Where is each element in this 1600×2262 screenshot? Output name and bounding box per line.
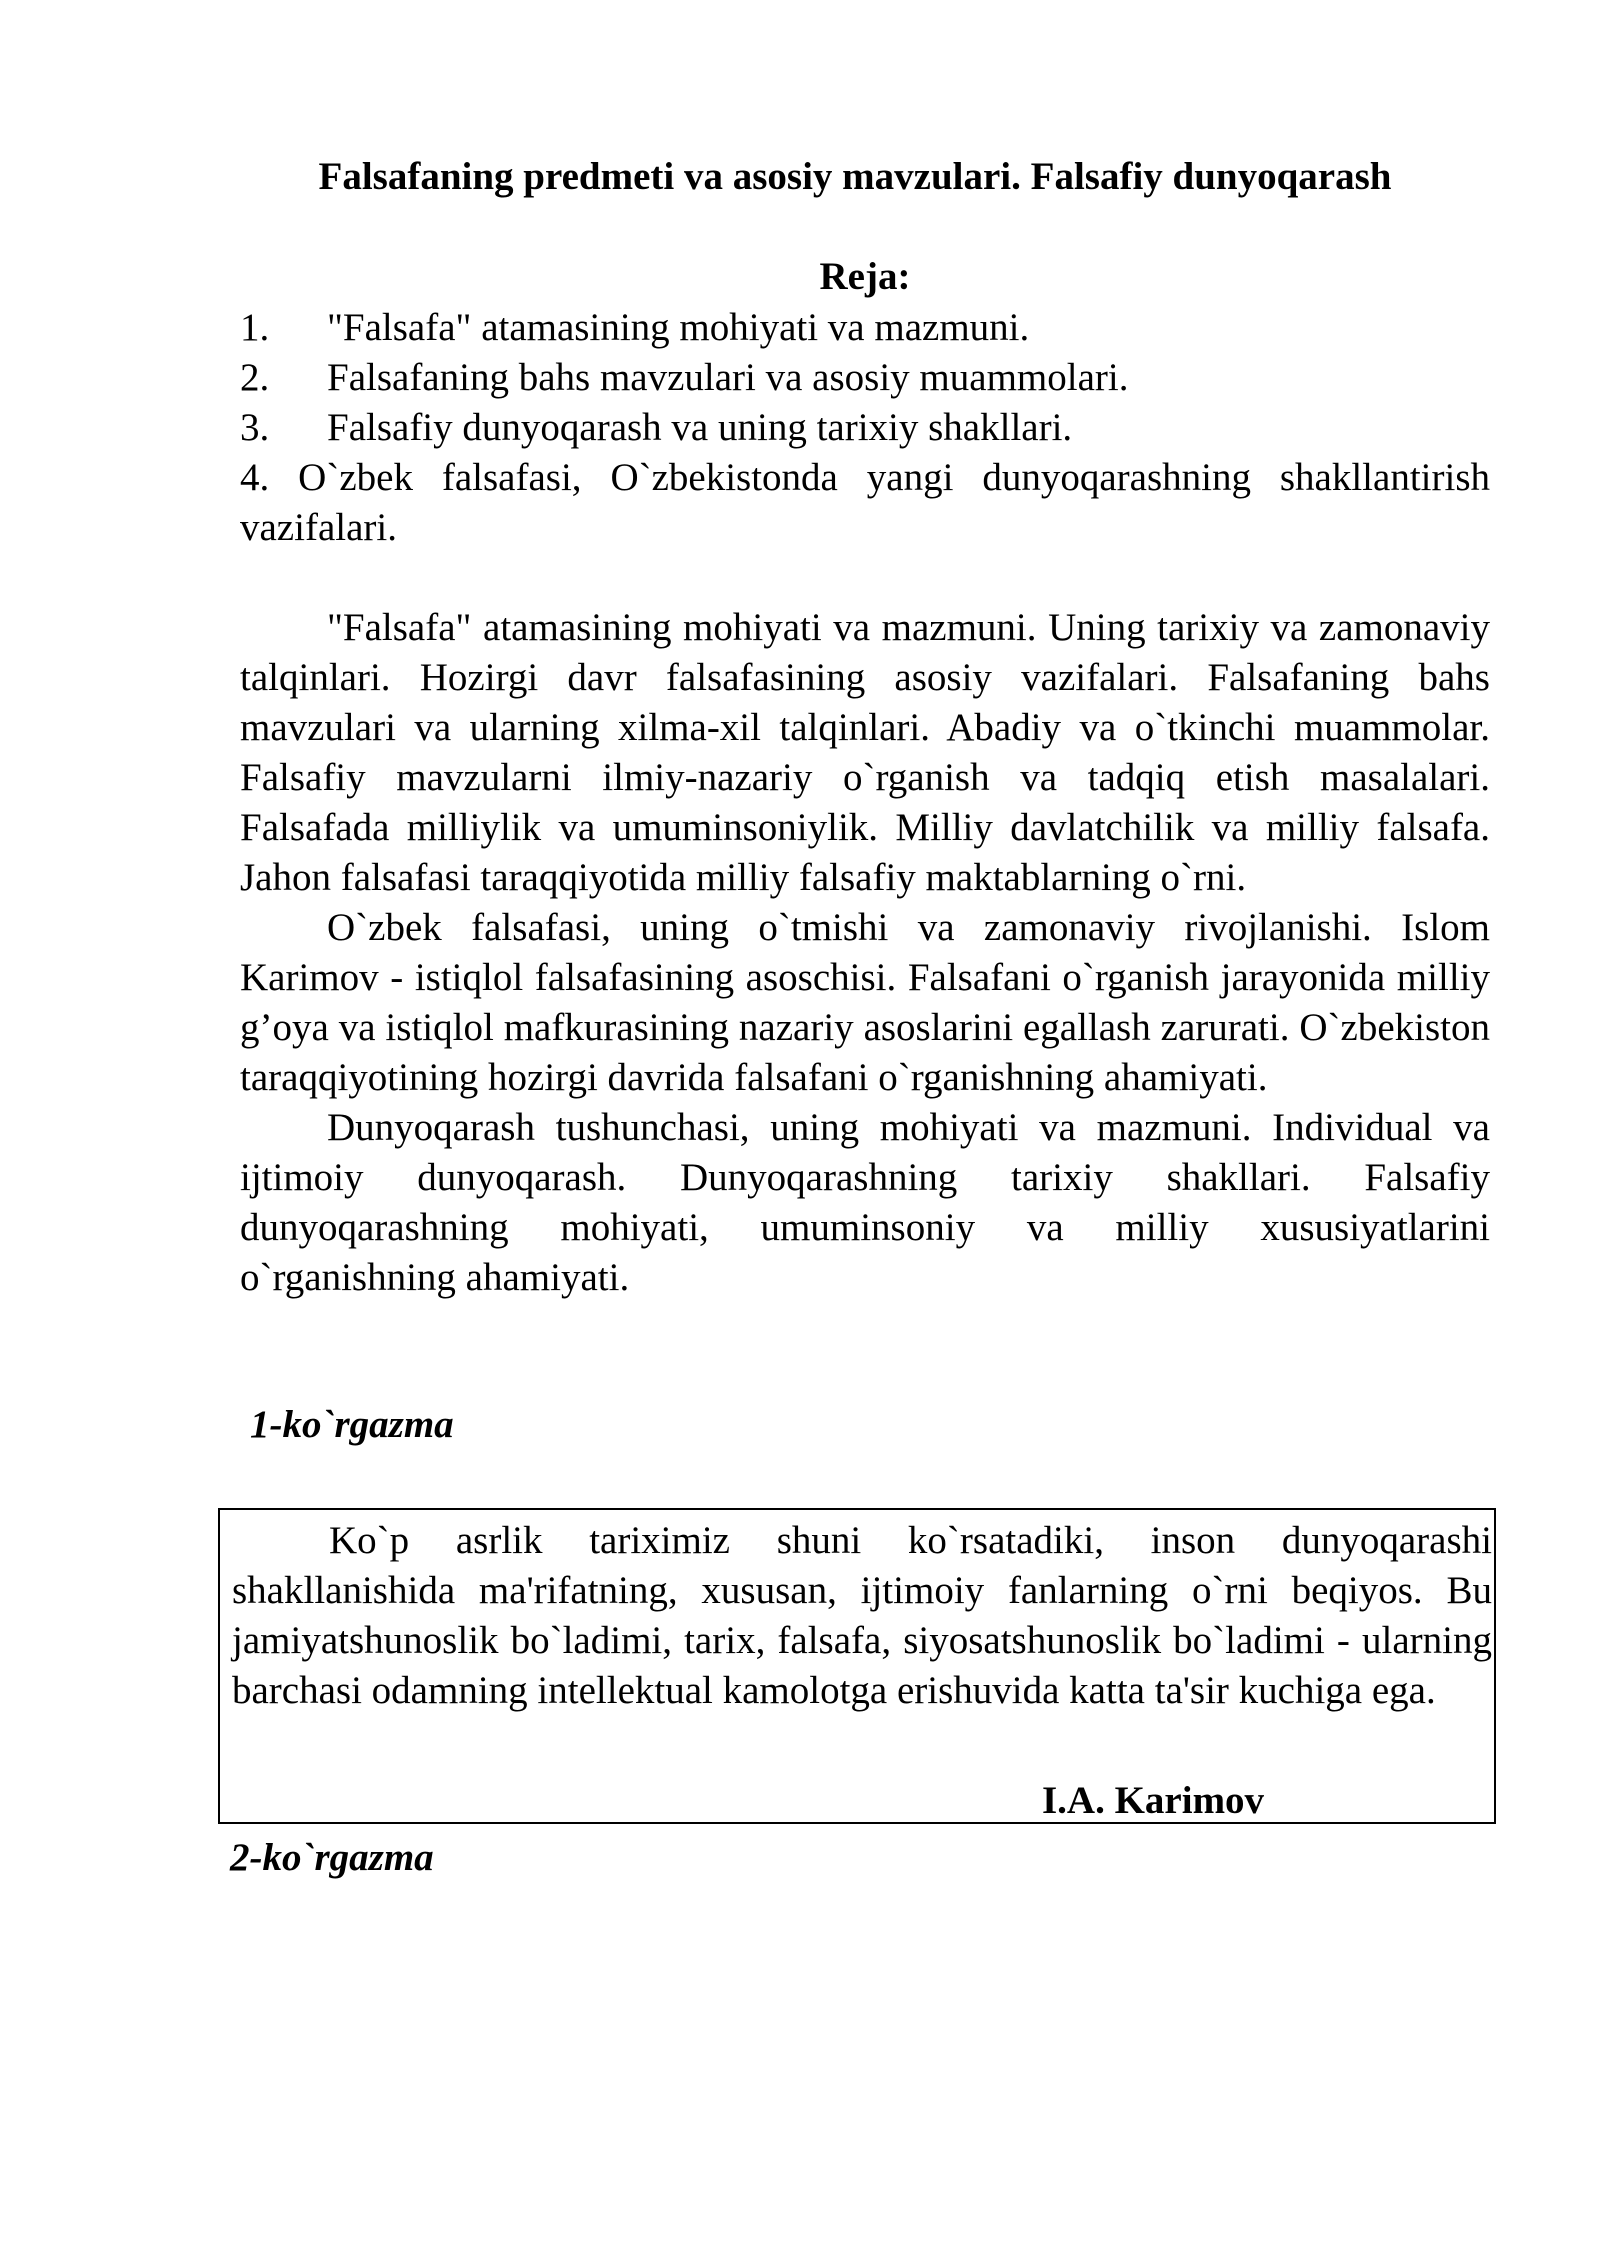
body-paragraph: "Falsafa" atamasining mohiyati va mazmuni. Uning tarixiy va zamonaviy talqinlari. Hozirgi davr falsafasining asosiy vazifalari. Falsafaning bahs mavzulari va ularning xilma-xil talqinlari. Abadiy va o`tkinchi muammolar. Falsafiy mavzularni ilmiy-nazariy o`rganish va tadqiq etish masalalari. Falsafada milliylik va umuminsoniylik. Milliy davlatchilik va milliy falsafa. Jahon falsafasi taraqqiyotida milliy falsafiy maktablarning o`rni. bbox=[240, 606, 1490, 899]
plan-item bbox=[240, 353, 1490, 403]
body-paragraph: O`zbek falsafasi, uning o`tmishi va zamonaviy rivojlanishi. Islom Karimov - istiqlol falsafasining asoschisi. Falsafani o`rganish jarayonida milliy g’oya va istiqlol mafkurasining nazariy asoslarini egallash zarurati. O`zbekiston taraqqiyotining hozirgi davrida falsafani o`rganishning ahamiyati. bbox=[240, 906, 1490, 1099]
plan-list bbox=[240, 303, 1490, 553]
plan-item bbox=[240, 403, 1490, 453]
plan-item-number: 3. bbox=[240, 406, 270, 449]
plan-item-text: "Falsafa" atamasining mohiyati va mazmuni. bbox=[327, 306, 1030, 349]
plan-item-number: 1. bbox=[240, 306, 270, 349]
plan-item-text: O`zbek falsafasi, O`zbekistonda yangi dunyoqarashning shakllantirish vazifalari. bbox=[240, 456, 1491, 549]
quote-box bbox=[218, 1508, 1496, 1824]
plan-item-number: 2. bbox=[240, 356, 270, 399]
plan-item-text: Falsafaning bahs mavzulari va asosiy muammolari. bbox=[327, 356, 1129, 399]
plan-heading: Reja: bbox=[819, 255, 911, 298]
exhibit-1-label: 1-ko`rgazma bbox=[250, 1403, 454, 1446]
plan-item-text: Falsafiy dunyoqarash va uning tarixiy shakllari. bbox=[327, 406, 1073, 449]
quote-author: I.A. Karimov bbox=[1042, 1779, 1265, 1822]
quote-text: Ko`p asrlik tariximiz shuni ko`rsatadiki, inson dunyoqarashi shakllanishida ma'rifatning, xususan, ijtimoiy fanlarning o`rni beqiyos. Bu jamiyatshunoslik bo`ladimi, tarix, falsafa, siyosatshunoslik bo`ladimi - ularning barchasi odamning intellektual kamolotga erishuvida katta ta'sir kuchiga ega. bbox=[232, 1519, 1492, 1712]
plan-item bbox=[240, 303, 1490, 353]
document-title: Falsafaning predmeti va asosiy mavzulari. Falsafiy dunyoqarash bbox=[318, 155, 1392, 198]
exhibit-2-label: 2-ko`rgazma bbox=[230, 1836, 434, 1879]
plan-item bbox=[240, 453, 1490, 553]
body-text bbox=[240, 603, 1490, 1303]
body-paragraph: Dunyoqarash tushunchasi, uning mohiyati va mazmuni. Individual va ijtimoiy dunyoqarash. Dunyoqarashning tarixiy shakllari. Falsafiy dunyoqarashning mohiyati, umuminsoniy va milliy xususiyatlarini o`rganishning ahamiyati. bbox=[240, 1106, 1490, 1299]
plan-item-number: 4. bbox=[240, 456, 270, 499]
